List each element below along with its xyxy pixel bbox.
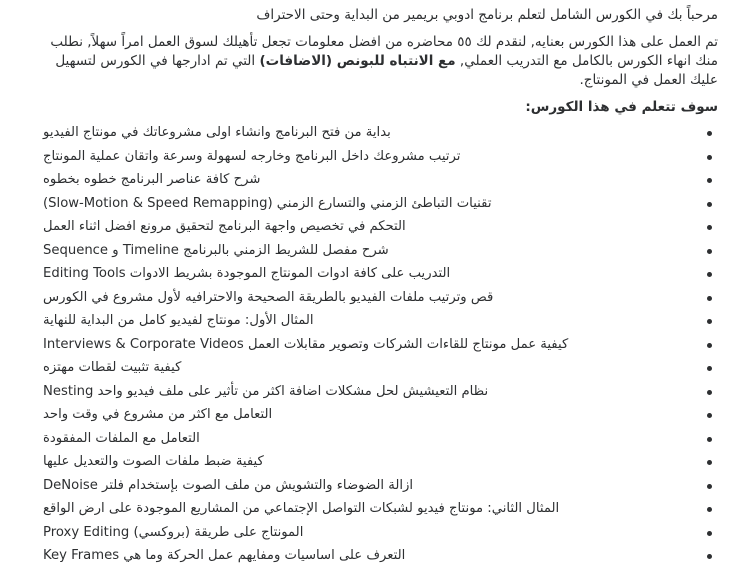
bullet-icon bbox=[707, 178, 712, 183]
bonus-note: مع الانتباه للبونص (الاضافات) bbox=[259, 53, 456, 69]
list-item bbox=[24, 497, 718, 521]
bullet-icon bbox=[707, 460, 712, 465]
description-part-1: تم العمل على هذا الكورس بعنايه, لنقدم لك ٥٥ محاضره من افضل معلومات تجعل تأهيلك لسوق العمل امراً سهلاً, نطلب منك انهاء الكورس بالكامل مع التدريب العملي, bbox=[50, 34, 718, 69]
bullet-icon bbox=[707, 155, 712, 160]
list-item bbox=[24, 145, 718, 169]
list-item bbox=[24, 215, 718, 239]
list-item bbox=[24, 121, 718, 145]
topics-list bbox=[24, 121, 718, 568]
bullet-icon bbox=[707, 484, 712, 489]
list-item bbox=[24, 356, 718, 380]
list-item-text: كيفية تثبيت لقطات مهتزه bbox=[43, 360, 182, 375]
list-item-text: التعرف على اساسيات ومفايهم عمل الحركة وما هي Key Frames bbox=[43, 548, 406, 563]
bullet-icon bbox=[707, 131, 712, 136]
list-item-text: المثال الثاني: مونتاج فيديو لشبكات التواصل الإجتماعي من المشاريع الموجودة على ارض الواقع bbox=[43, 501, 560, 516]
list-item-text: كيفية عمل مونتاج للقاءات الشركات وتصوير مقابلات العمل Interviews & Corporate Videos bbox=[43, 336, 569, 352]
list-item-text: شرح كافة عناصر البرنامج خطوه بخطوه bbox=[43, 172, 261, 187]
bullet-icon bbox=[707, 413, 712, 418]
bullet-icon bbox=[707, 390, 712, 395]
bullet-icon bbox=[707, 296, 712, 301]
list-item bbox=[24, 286, 718, 310]
bullet-icon bbox=[707, 202, 712, 207]
list-item bbox=[24, 309, 718, 333]
list-item-text: التدريب على كافة ادوات المونتاج الموجودة بشريط الادوات Editing Tools bbox=[43, 266, 451, 281]
list-item-text: تقنيات التباطئ الزمني والتسارع الزمني (Slow-Motion & Speed Remapping) bbox=[43, 195, 492, 211]
list-item-text: بداية من فتح البرنامج وانشاء اولى مشروعاتك في مونتاج الفيديو bbox=[43, 125, 391, 140]
description-part-2: التي تم ادارجها في الكورس لتسهيل عليك العمل في المونتاج. bbox=[55, 53, 718, 88]
bullet-icon bbox=[707, 272, 712, 277]
list-item-text: كيفية ضبط ملفات الصوت والتعديل عليها bbox=[43, 454, 264, 469]
list-item bbox=[24, 450, 718, 474]
list-item-text: التعامل مع الملفات المفقودة bbox=[43, 430, 200, 446]
list-item-text: التحكم في تخصيص واجهة البرنامج لتحقيق مرونع افضل اثناء العمل bbox=[43, 219, 406, 234]
bullet-icon bbox=[707, 531, 712, 536]
list-item-text: المثال الأول: مونتاج لفيديو كامل من البداية للنهاية bbox=[43, 313, 314, 328]
bullet-icon bbox=[707, 319, 712, 324]
list-item-text: شرح مفصل للشريط الزمني بالبرنامج Timeline و Sequence bbox=[43, 242, 389, 258]
list-item-text: ترتيب مشروعك داخل البرنامج وخارجه لسهولة وسرعة واتقان عملية المونتاج bbox=[43, 148, 461, 164]
bullet-icon bbox=[707, 554, 712, 559]
bullet-icon bbox=[707, 437, 712, 442]
topics-heading: سوف تتعلم في هذا الكورس: bbox=[525, 99, 718, 115]
bullet-icon bbox=[707, 366, 712, 371]
bullet-icon bbox=[707, 225, 712, 230]
list-item-text: المونتاج على طريقة (بروكسي) Proxy Editing bbox=[43, 524, 304, 540]
bullet-icon bbox=[707, 507, 712, 512]
list-item bbox=[24, 168, 718, 192]
list-item-text: قص وترتيب ملفات الفيديو بالطريقة الصحيحة والاحترافيه لأول مشروع في الكورس bbox=[43, 289, 494, 305]
list-item bbox=[24, 427, 718, 451]
list-item-text: نظام التعيشيش لحل مشكلات اضافة اكثر من تأثير على ملف فيديو واحد Nesting bbox=[43, 383, 489, 399]
list-item bbox=[24, 192, 718, 216]
list-item bbox=[24, 239, 718, 263]
list-item bbox=[24, 333, 718, 357]
list-item bbox=[24, 474, 718, 498]
list-item-text: التعامل مع اكثر من مشروع في وقت واحد bbox=[43, 407, 273, 422]
bullet-icon bbox=[707, 249, 712, 254]
list-item bbox=[24, 380, 718, 404]
list-item bbox=[24, 403, 718, 427]
list-item bbox=[24, 521, 718, 545]
list-item bbox=[24, 262, 718, 286]
list-item bbox=[24, 544, 718, 568]
bullet-icon bbox=[707, 343, 712, 348]
intro-text: مرحباً بك في الكورس الشامل لتعلم برنامج ادوبي بريمير من البداية وحتى الاحتراف bbox=[256, 7, 718, 23]
list-item-text: ازالة الضوضاء والتشويش من ملف الصوت بإستخدام فلتر DeNoise bbox=[43, 477, 414, 493]
description-paragraph bbox=[24, 33, 718, 90]
